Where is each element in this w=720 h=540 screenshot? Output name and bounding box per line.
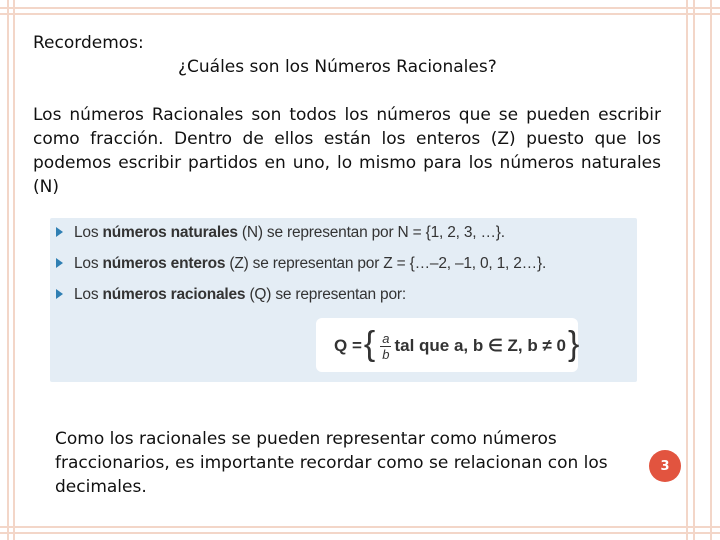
frame-left-line-1: [7, 0, 9, 540]
definition-lead: Los: [74, 255, 103, 272]
bullet-arrow-icon: [56, 258, 63, 268]
frame-right-line-2: [693, 0, 695, 540]
closing-paragraph: Como los racionales se pueden representar como números fraccionarios, es importante recordar como se relacionan con los decimales.: [55, 429, 608, 497]
formula-condition: tal que a, b ∈ Z, b ≠ 0: [394, 336, 566, 355]
definition-tail: (N) se representan por N = {1, 2, 3, …}.: [237, 224, 505, 241]
formula-denominator: b: [382, 346, 390, 362]
formula-close-brace: }: [567, 325, 580, 363]
formula-lhs: Q =: [334, 336, 362, 355]
recordemos-label: Recordemos:: [33, 33, 144, 53]
definition-term: números naturales: [102, 224, 238, 241]
definition-tail: (Z) se representan por Z = {…–2, –1, 0, 1, 2…}.: [225, 255, 547, 272]
definition-term: números enteros: [102, 255, 226, 272]
definition-enteros: [56, 255, 546, 273]
frame-right-line-3: [710, 0, 712, 540]
definition-lead: Los: [74, 224, 103, 241]
frame-bottom-line-2: [0, 532, 720, 534]
bullet-arrow-icon: [56, 227, 63, 237]
page-title: ¿Cuáles son los Números Racionales?: [178, 57, 497, 77]
rational-formula: [316, 318, 578, 372]
formula-open-brace: {: [363, 325, 376, 363]
frame-top-line-1: [0, 7, 720, 9]
definition-lead: Los: [74, 286, 103, 303]
definition-term: números racionales: [102, 286, 246, 303]
definition-tail: (Q) se representan por:: [245, 286, 406, 303]
definition-racionales: [56, 286, 406, 304]
frame-bottom-line-1: [0, 526, 720, 528]
frame-top-line-2: [0, 13, 720, 15]
page-number-badge: 3: [649, 450, 681, 482]
frame-right-line-1: [686, 0, 688, 540]
frame-left-line-2: [13, 0, 15, 540]
formula-numerator: a: [382, 330, 390, 346]
definitions-box: [50, 218, 637, 382]
bullet-arrow-icon: [56, 289, 63, 299]
formula-fraction: [380, 331, 391, 362]
intro-paragraph: Los números Racionales son todos los números que se pueden escribir como fracción. Dentro de ellos están los enteros (Z) puesto que los podemos escribir partidos en uno, lo mismo para los números naturales (N): [33, 105, 661, 197]
definition-naturales: [56, 224, 505, 242]
